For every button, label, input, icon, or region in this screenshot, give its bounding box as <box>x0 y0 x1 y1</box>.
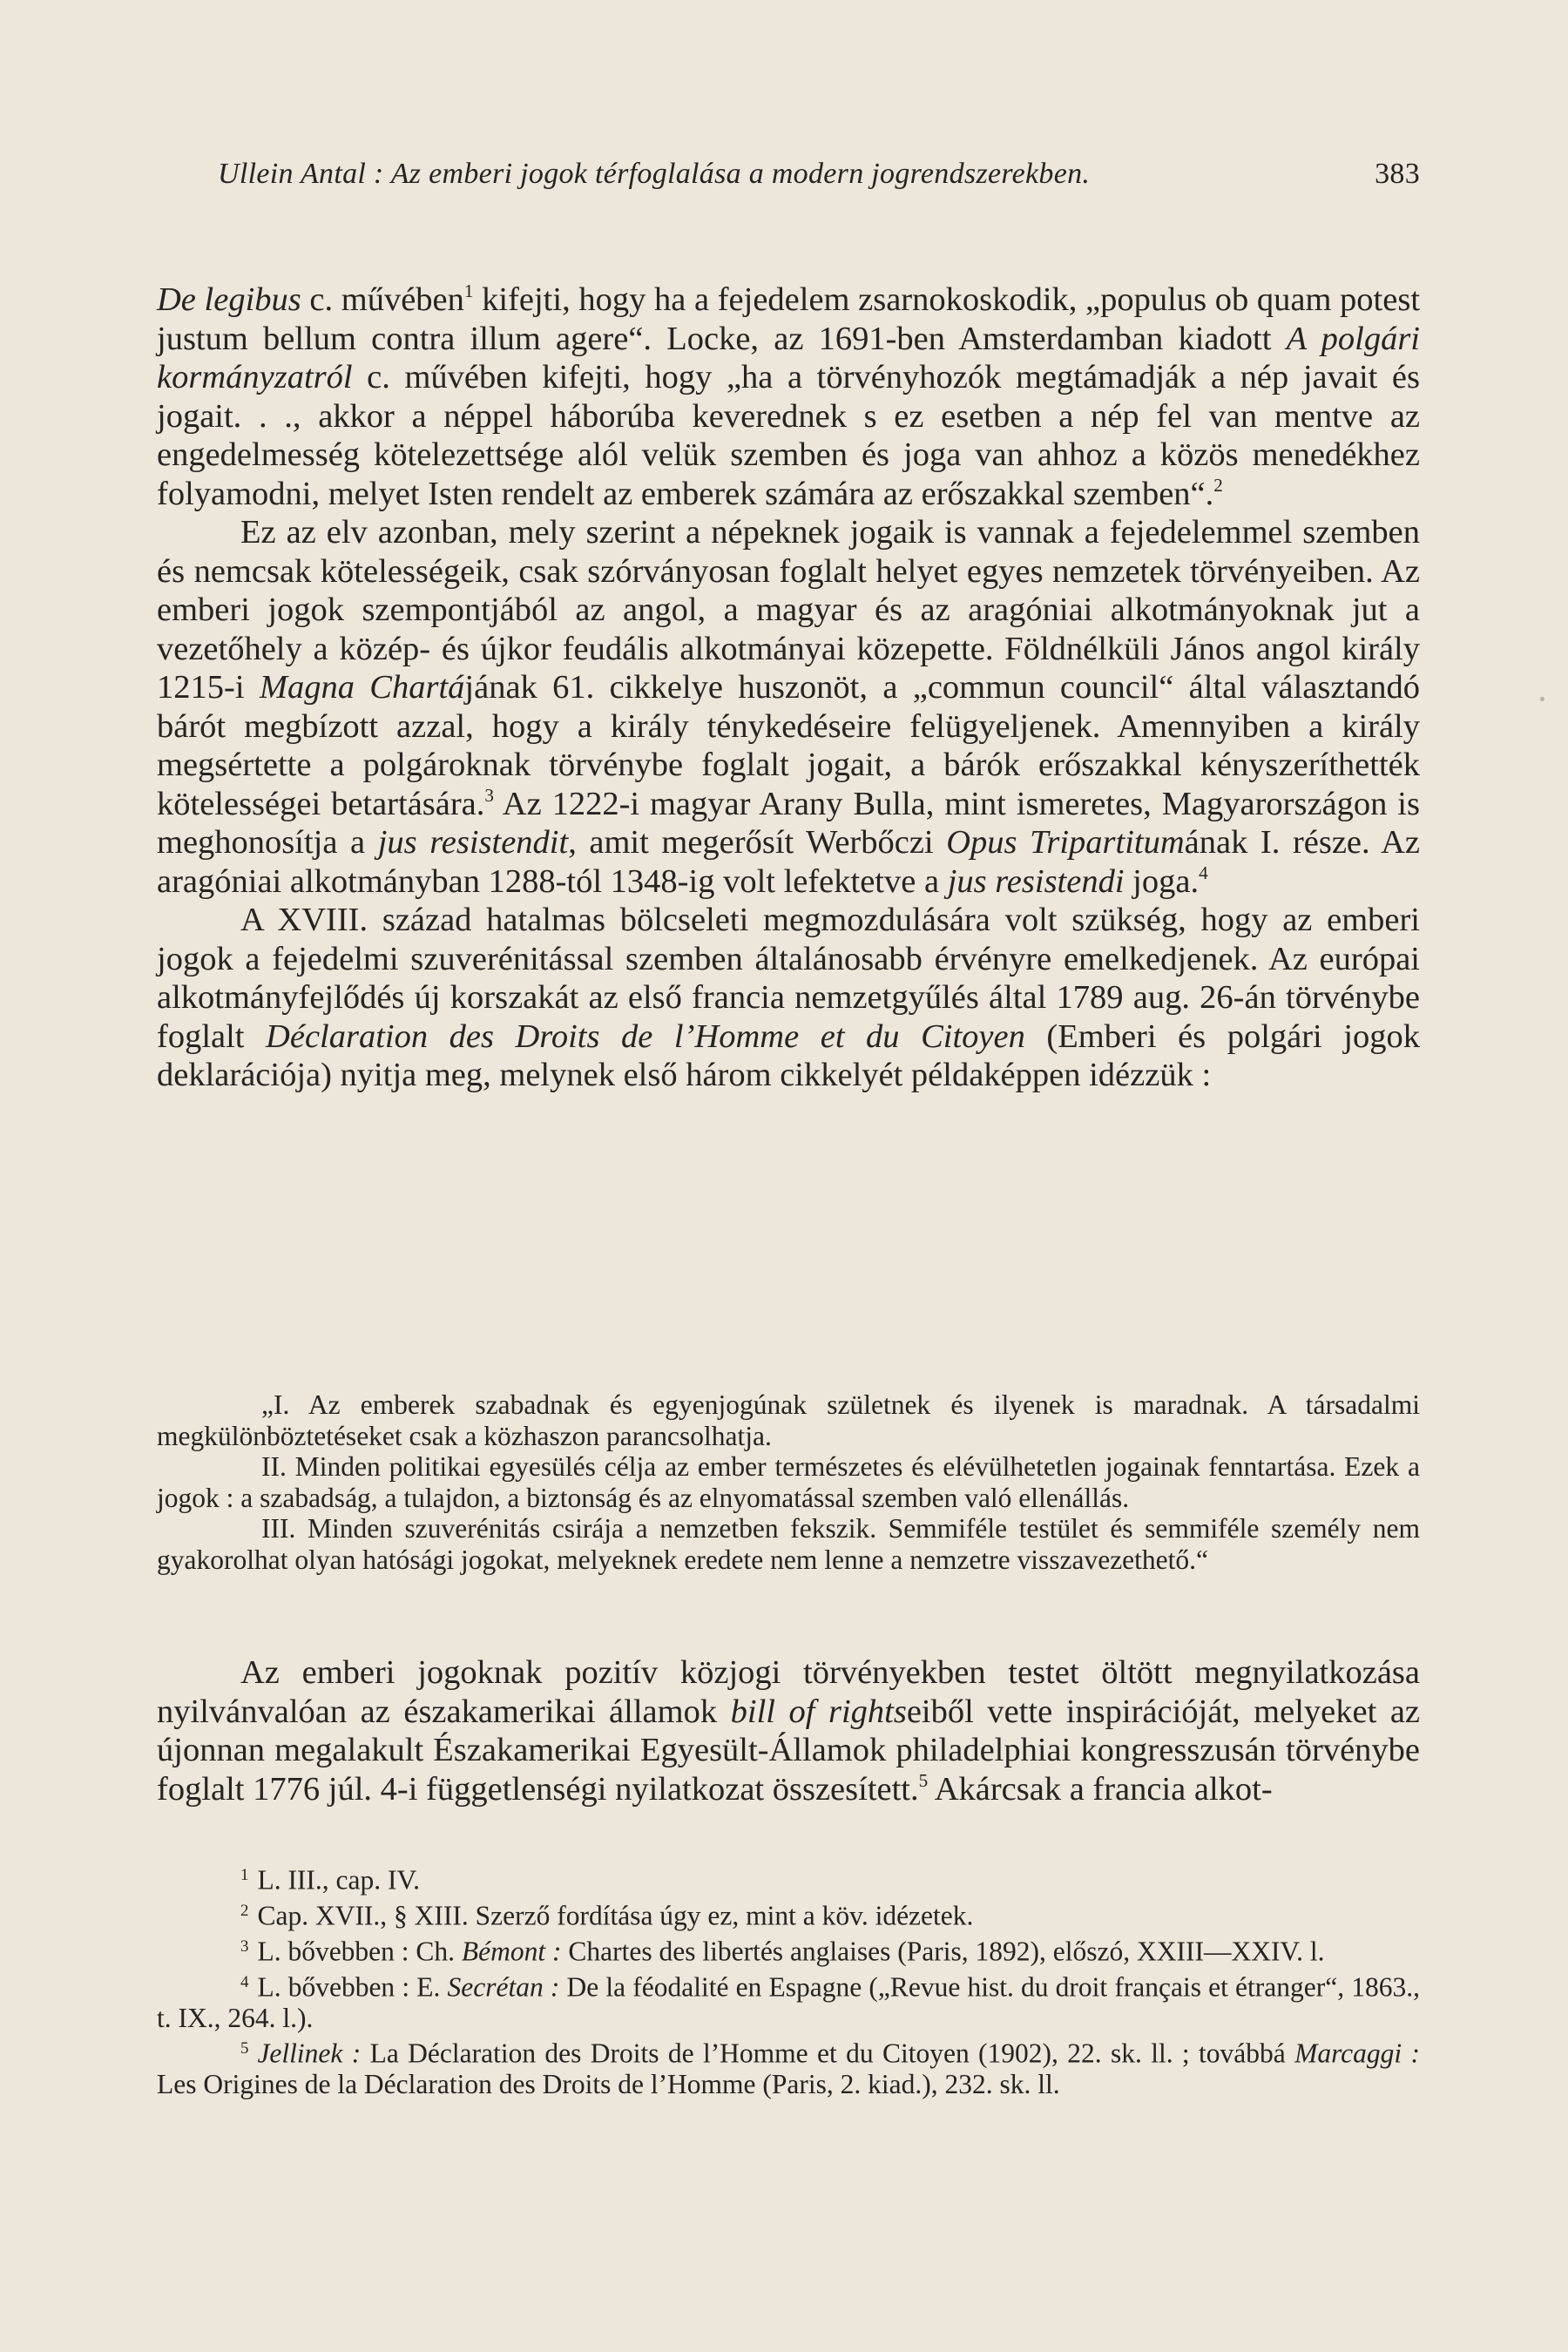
footnote-marker: 5 <box>240 2039 249 2058</box>
author-name: Bémont : <box>461 1936 562 1967</box>
quote-article-3: III. Minden szuverénitás csirája a nemzetben fekszik. Semmiféle testület és semmiféle személy nem gyakorolhat olyan hatósági jogokat, melyeknek eredete nem lenne a nemzetre visszavezethető.“ <box>157 1513 1420 1575</box>
page-number: 383 <box>1375 158 1420 190</box>
italic-term: jus resistendi <box>947 862 1125 900</box>
text-run: Ez az elv azonban, mely szerint a népeknek jogaik is vannak a fejedelemmel szemben és nemcsak kötelességeik, csak szórványosan foglalt helyet egyes nemzetek törvényeiben. Az emberi jogok szempontjából az angol, a magyar és az aragóniai alkotmányoknak jut a vezetőhely a közép- és újkor feudális alkotmányai közepette. Földnélküli János angol király 1215-i <box>157 514 1420 706</box>
italic-title: A polgári kormányzatról <box>157 320 1420 395</box>
text-run: ának I. része. Az aragóniai alkotmányban 1288-tól 1348-ig volt lefektetve a <box>157 824 1420 900</box>
footnote-1 <box>157 1860 1420 1896</box>
footnote-2 <box>157 1896 1420 1931</box>
footnotes <box>157 1860 1420 2099</box>
footnote-text: La Déclaration des Droits de l’Homme et du Citoyen (1902), 22. sk. ll. ; továbbá <box>361 2038 1295 2069</box>
footnote-ref-1: 1 <box>463 280 474 302</box>
footnote-text: Les Origines de la Déclaration des Droits de l’Homme (Paris, 2. kiad.), 232. sk. ll. <box>157 2068 1060 2099</box>
text-run: (Emberi és polgári jogok deklarációja) nyitja meg, melynek első három cikkelyét példaképpen idézzük : <box>157 1017 1420 1093</box>
paper-speck <box>1540 697 1544 701</box>
running-header <box>218 155 1420 193</box>
footnote-text: Cap. XVII., § XIII. Szerző fordítása úgy ez, mint a köv. idézetek. <box>257 1900 974 1931</box>
author-name: Marcaggi : <box>1294 2038 1420 2069</box>
footnote-text: De la féodalité en Espagne („Revue hist. du droit français et étranger“, 1863., t. IX., 264. l.). <box>157 1971 1420 2033</box>
text-run: c. művében kifejti, hogy „ha a törvényhozók megtámadják a nép javait és jogait. . ., akkor a néppel háborúba keverednek s ez esetben a nép fel van mentve az engedelmesség kötelezettsége alól velük szemben és joga van ahhoz a közös menedékhez folyamodni, melyet Isten rendelt az emberek számára az erőszakkal szemben“. <box>157 359 1420 512</box>
footnote-4 <box>157 1967 1420 2033</box>
italic-term: bill of rights <box>730 1693 907 1730</box>
footnote-text: L. bővebben : Ch. <box>257 1936 462 1967</box>
italic-title: De legibus <box>157 281 301 318</box>
text-run: joga. <box>1124 862 1200 900</box>
italic-title: Opus Tripartitum <box>946 824 1185 861</box>
paragraph-1 <box>157 280 1420 513</box>
running-title: Ullein Antal : Az emberi jogok térfoglalása a modern jogrendszerekben. <box>218 158 1091 190</box>
text-run: A XVIII. század hatalmas bölcseleti megmozdulására volt szükség, hogy az emberi jogok a fejedelmi szuverénitással szemben általánosabb érvényre emelkedjenek. Az európai alkotmányfejlődés új korszakát az első francia nemzetgyűlés által 1789 aug. 26-án törvénybe foglalt <box>157 902 1420 1055</box>
footnote-5 <box>157 2033 1420 2099</box>
footnote-marker: 1 <box>240 1866 249 1884</box>
footnote-ref-4: 4 <box>1199 862 1208 883</box>
main-text-continued <box>157 1653 1420 1808</box>
footnote-marker: 2 <box>240 1901 249 1920</box>
text-run: c. művében <box>301 281 464 318</box>
block-quote <box>157 1389 1420 1575</box>
footnote-ref-3: 3 <box>484 784 494 806</box>
italic-title: Déclaration des Droits de l’Homme et du Citoyen <box>266 1017 1025 1055</box>
author-name: Jellinek : <box>257 2038 362 2069</box>
quote-article-2: II. Minden politikai egyesülés célja az ember természetes és elévülhetetlen jogainak fenntartása. Ezek a jogok : a szabadság, a tulajdon, a biztonság és az elnyomatással szemben való ellenállás. <box>157 1451 1420 1513</box>
italic-title: Magna Chartá <box>259 669 465 706</box>
quote-article-1: „I. Az emberek szabadnak és egyenjogúnak születnek és ilyenek is maradnak. A társadalmi megkülönböztetéseket csak a közhaszon parancsolhatja. <box>157 1389 1420 1451</box>
footnote-text: L. III., cap. IV. <box>257 1864 421 1896</box>
paragraph-4 <box>157 1653 1420 1808</box>
author-name: Secrétan : <box>447 1971 560 2003</box>
footnote-text: L. bővebben : E. <box>257 1971 448 2003</box>
paragraph-2 <box>157 513 1420 901</box>
footnote-ref-5: 5 <box>918 1769 929 1791</box>
text-run: jának 61. cikkelye huszonöt, a „commun council“ által választandó bárót megbízott azzal, hogy a király ténykedéseire felügyeljenek. Amennyiben a király megsértette a polgároknak törvénybe foglalt jogait, a bárók erőszakkal kényszeríthették kötelességei betartására. <box>157 669 1421 822</box>
italic-term: jus resistendit <box>377 824 569 861</box>
footnote-ref-2: 2 <box>1213 474 1223 496</box>
text-run: Az 1222-i magyar Arany Bulla, mint ismeretes, Magyarországon is meghonosítja a <box>157 785 1420 861</box>
footnote-marker: 3 <box>240 1936 249 1956</box>
text-run: kifejti, hogy ha a fejedelem zsarnokoskodik, „populus ob quam potest justum bellum contra illum agere“. Locke, az 1691-ben Amsterdamban kiadott <box>157 281 1421 357</box>
text-run: Akárcsak a francia alkot- <box>928 1770 1273 1808</box>
paragraph-3 <box>157 901 1420 1095</box>
text-run: , amit megerősít Werbőczi <box>568 824 947 861</box>
main-text <box>157 280 1420 1095</box>
text-run: eiből vette inspirációját, melyeket az újonnan megalakult Északamerikai Egyesült-Államok philadelphiai kongresszusán törvénybe foglalt 1776 júl. 4-i függetlenségi nyilatkozat összesített. <box>157 1693 1420 1808</box>
footnote-3 <box>157 1931 1420 1967</box>
text-run: Az emberi jogoknak pozitív közjogi törvényekben testet öltött megnyilatkozása nyilvánvalóan az északamerikai államok <box>157 1654 1420 1730</box>
footnote-marker: 4 <box>240 1972 249 1991</box>
footnote-text: Chartes des libertés anglaises (Paris, 1892), előszó, XXIII—XXIV. l. <box>561 1936 1325 1967</box>
